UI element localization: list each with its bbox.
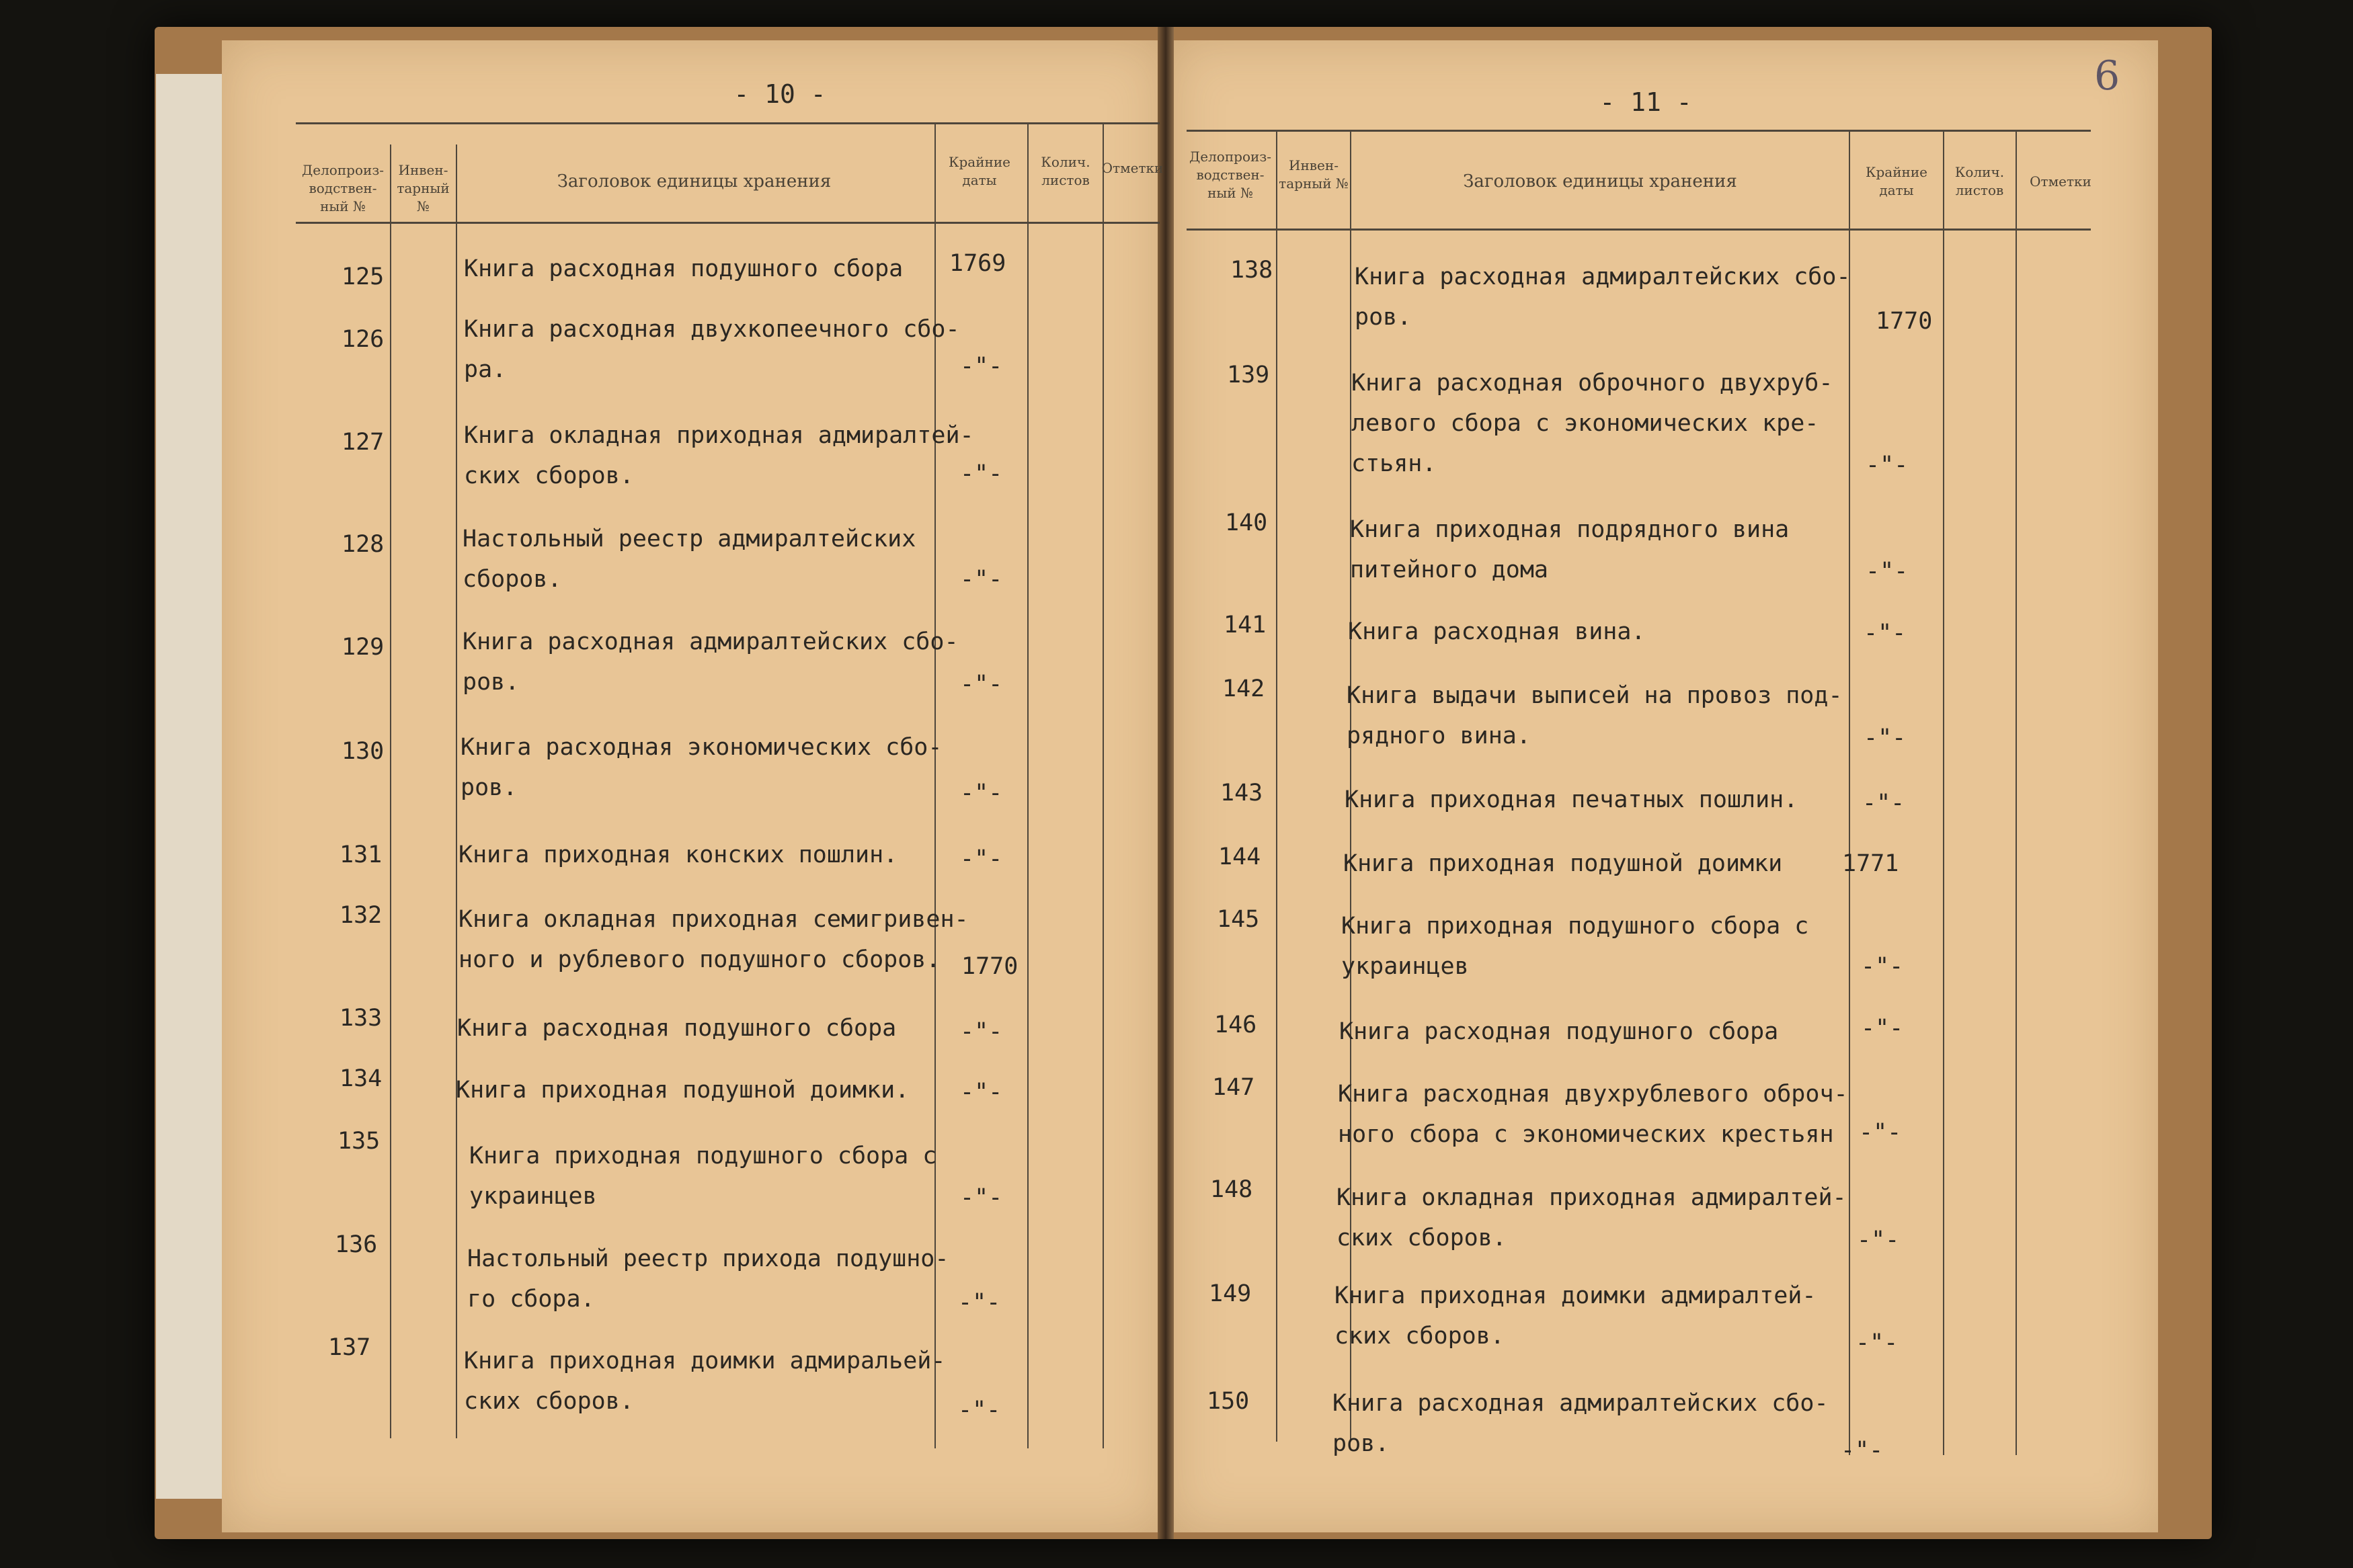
item-date: -"-	[1861, 1015, 1904, 1042]
header-notes: Отметки	[1101, 159, 1164, 176]
column-rule	[390, 145, 391, 1438]
header-inv-no: Инвен-тарный №	[397, 161, 450, 214]
column-rule	[1943, 131, 1944, 1455]
item-title: Книга приходная печатных пошлин.	[1345, 786, 1798, 813]
item-title: Книга расходная оброчного двухруб- левого сбора с экономических кре- стьян.	[1351, 370, 1833, 477]
item-title: Книга приходная подушного сбора с украинцев	[1341, 913, 1809, 980]
header-dates: Крайние даты	[948, 154, 1011, 188]
item-date: -"-	[958, 1397, 1001, 1423]
header-title: Заголовок единицы хранения	[1463, 171, 1737, 192]
case-number: 128	[342, 531, 385, 558]
item-title: Книга расходная адмиралтейских сбо- ров.	[1355, 263, 1851, 331]
item-date: -"-	[1866, 452, 1909, 479]
case-number: 133	[340, 1005, 383, 1032]
case-number: 146	[1214, 1012, 1257, 1038]
case-number: 127	[342, 429, 385, 456]
item-title: Книга расходная двухкопеечного сбо- ра.	[464, 316, 960, 383]
item-date: 1769	[949, 250, 1006, 277]
header-sheets: Колич. листов	[1041, 154, 1090, 188]
page-number: - 10 -	[733, 79, 826, 109]
item-title: Книга расходная подушного сбора	[457, 1015, 897, 1042]
page-number: - 11 -	[1599, 87, 1692, 117]
handwritten-folio-number: 6	[2094, 52, 2120, 99]
case-number: 136	[335, 1231, 378, 1258]
column-rule	[456, 145, 457, 1438]
header-title: Заголовок единицы хранения	[557, 171, 832, 192]
case-number: 143	[1220, 780, 1263, 807]
case-number: 145	[1217, 906, 1260, 933]
item-date: 1770	[1876, 308, 1933, 335]
item-date: -"-	[1864, 620, 1907, 647]
case-number: 126	[342, 326, 385, 353]
item-title: Книга расходная подушного сбора	[464, 255, 904, 282]
case-number: 147	[1212, 1074, 1255, 1101]
item-date: -"-	[1861, 953, 1904, 980]
header-rule-top	[296, 122, 1160, 124]
column-rule	[1027, 124, 1029, 1448]
header-rule-bottom	[1187, 229, 2091, 231]
item-title: Книга расходная адмиралтейских сбо- ров.	[463, 628, 959, 696]
item-title: Книга приходная конских пошлин.	[458, 841, 898, 868]
header-dates: Крайние даты	[1865, 164, 1928, 198]
item-title: Книга расходная экономических сбо- ров.	[461, 734, 943, 801]
case-number: 131	[340, 841, 383, 868]
case-number: 135	[337, 1128, 381, 1155]
item-title: Книга приходная подушного сбора с украинцев	[469, 1143, 937, 1210]
item-date: -"-	[960, 1184, 1003, 1211]
case-number: 130	[342, 738, 385, 765]
item-date: -"-	[1841, 1437, 1884, 1464]
item-date: -"-	[1857, 1227, 1900, 1253]
item-date: -"-	[960, 460, 1003, 487]
header-case-no: Делопроиз-водствен-ный №	[301, 161, 384, 214]
column-rule	[1276, 131, 1277, 1442]
case-number: 125	[342, 263, 385, 290]
item-date: -"-	[960, 566, 1003, 593]
item-date: 1770	[961, 953, 1019, 980]
case-number: 150	[1207, 1388, 1250, 1415]
item-date: -"-	[1864, 725, 1907, 751]
item-date: -"-	[1859, 1119, 1902, 1146]
case-number: 138	[1230, 257, 1273, 284]
header-rule-bottom	[296, 222, 1160, 224]
case-number: 144	[1218, 843, 1261, 870]
item-title: Книга расходная двухрублевого оброч- ного сбора с экономических крестьян	[1338, 1081, 1848, 1148]
case-number: 129	[342, 634, 385, 661]
header-notes: Отметки	[2030, 173, 2091, 190]
header-rule-top	[1187, 130, 2091, 132]
case-number: 141	[1224, 612, 1267, 638]
item-title: Книга приходная доимки адмиралтей- ских сборов.	[1334, 1282, 1817, 1350]
column-rule	[2016, 131, 2017, 1455]
item-title: Книга приходная подрядного вина питейного дома	[1350, 516, 1790, 583]
item-date: -"-	[1856, 1329, 1899, 1356]
item-date: -"-	[958, 1289, 1001, 1316]
header-inv-no: Инвен-тарный №	[1279, 157, 1349, 192]
item-date: -"-	[960, 845, 1003, 872]
case-number: 142	[1222, 675, 1265, 702]
item-title: Книга выдачи выписей на провоз под- рядного вина.	[1347, 682, 1843, 749]
case-number: 149	[1209, 1280, 1252, 1307]
item-date: -"-	[960, 671, 1003, 698]
case-number: 148	[1210, 1176, 1253, 1203]
item-date: -"-	[1862, 790, 1905, 817]
item-title: Книга приходная доимки адмиральей- ских сборов.	[464, 1348, 946, 1415]
item-title: Книга расходная вина.	[1348, 618, 1646, 645]
case-number: 132	[340, 902, 383, 929]
item-title: Книга расходная подушного сбора	[1339, 1018, 1779, 1045]
case-number: 134	[340, 1065, 383, 1092]
item-title: Книга окладная приходная адмиралтей- ских сборов.	[1337, 1184, 1847, 1251]
column-rule	[1103, 124, 1104, 1448]
item-date: 1771	[1842, 850, 1899, 877]
page-edge	[156, 74, 230, 1499]
item-title: Настольный реестр адмиралтейских сборов.	[463, 526, 916, 593]
item-date: -"-	[960, 780, 1003, 807]
item-date: -"-	[1866, 558, 1909, 585]
header-case-no: Делопроиз-водствен-ный №	[1189, 148, 1271, 201]
item-date: -"-	[960, 353, 1003, 380]
item-date: -"-	[960, 1079, 1003, 1106]
case-number: 140	[1225, 509, 1268, 536]
case-number: 139	[1227, 362, 1270, 388]
case-number: 137	[328, 1334, 371, 1361]
item-title: Книга окладная приходная адмиралтей- ских сборов.	[464, 422, 974, 489]
item-title: Книга расходная адмиралтейских сбо- ров.	[1332, 1390, 1829, 1457]
item-title: Настольный реестр прихода подушно- го сбора.	[467, 1245, 949, 1313]
book-gutter	[1158, 27, 1174, 1539]
header-sheets: Колич. листов	[1954, 164, 2005, 198]
item-title: Книга окладная приходная семигривен- ного и рублевого подушного сборов.	[458, 906, 969, 973]
item-date: -"-	[960, 1018, 1003, 1045]
item-title: Книга приходная подушной доимки	[1343, 850, 1783, 877]
item-title: Книга приходная подушной доимки.	[456, 1077, 910, 1104]
